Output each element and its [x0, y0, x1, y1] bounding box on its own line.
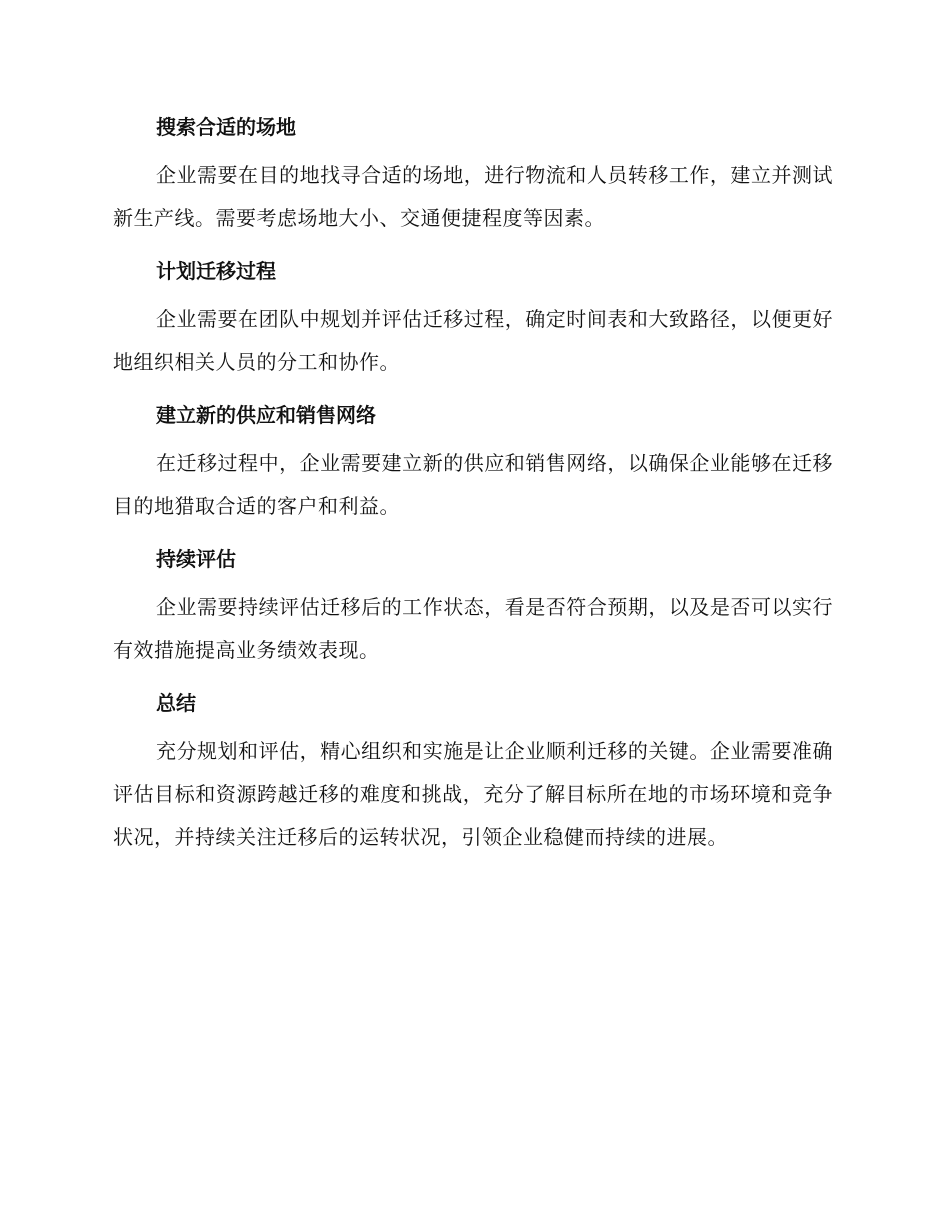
section-site-search — [113, 106, 833, 240]
section-continuous-evaluation — [113, 538, 833, 672]
section-plan-migration — [113, 250, 833, 384]
section-summary — [113, 682, 833, 859]
section-heading: 总结 — [156, 691, 196, 715]
section-paragraph: 企业需要持续评估迁移后的工作状态，看是否符合预期，以及是否可以实行有效措施提高业务绩效表现。 — [113, 595, 833, 662]
section-heading: 建立新的供应和销售网络 — [156, 403, 376, 427]
section-paragraph: 在迁移过程中，企业需要建立新的供应和销售网络，以确保企业能够在迁移目的地猎取合适的客户和利益。 — [113, 451, 833, 518]
document-content — [113, 106, 833, 869]
section-heading: 搜索合适的场地 — [156, 115, 296, 139]
section-new-network — [113, 394, 833, 528]
section-paragraph: 企业需要在团队中规划并评估迁移过程，确定时间表和大致路径，以便更好地组织相关人员的分工和协作。 — [113, 307, 833, 374]
section-heading: 持续评估 — [156, 547, 236, 571]
section-heading: 计划迁移过程 — [156, 259, 276, 283]
section-paragraph: 企业需要在目的地找寻合适的场地，进行物流和人员转移工作，建立并测试新生产线。需要考虑场地大小、交通便捷程度等因素。 — [113, 163, 833, 230]
section-paragraph: 充分规划和评估，精心组织和实施是让企业顺利迁移的关键。企业需要准确评估目标和资源跨越迁移的难度和挑战，充分了解目标所在地的市场环境和竞争状况，并持续关注迁移后的运转状况，引领企业稳健而持续的进展。 — [113, 739, 833, 849]
